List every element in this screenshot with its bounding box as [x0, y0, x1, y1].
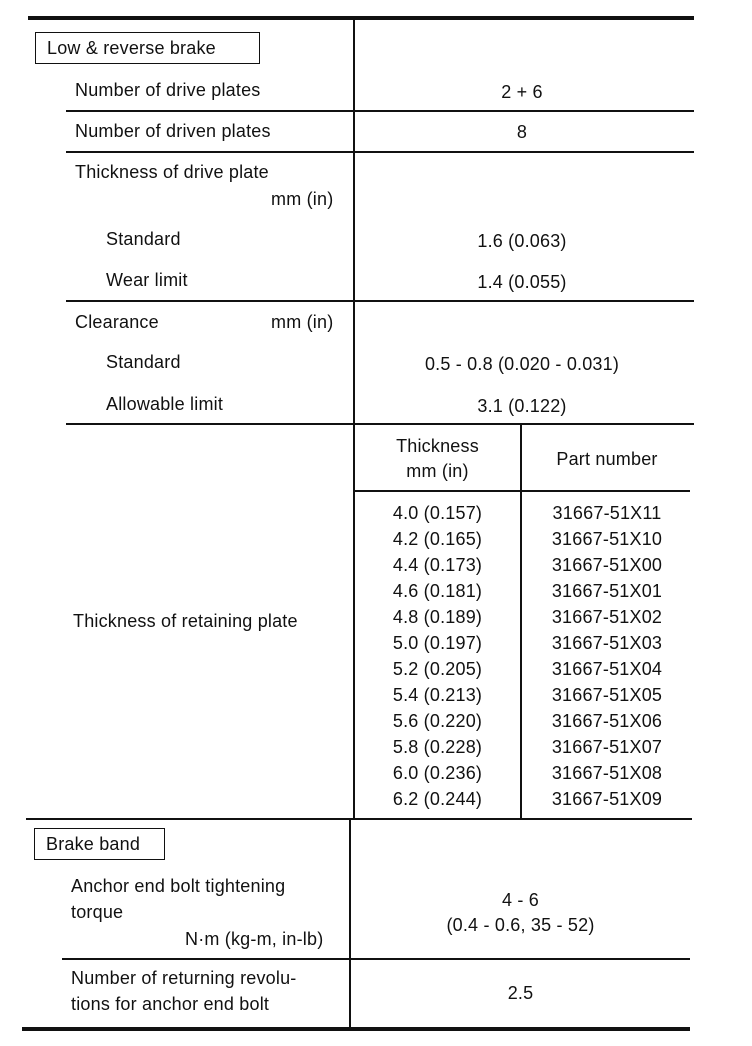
anchor-torque-value: 4 - 6 — [501, 890, 540, 910]
wear-limit-label: Wear limit — [106, 270, 188, 290]
anchor-torque-label-cont: torque — [71, 902, 124, 922]
clearance-label: Clearance — [75, 312, 159, 332]
retaining-thickness-cell: 6.2 (0.244) — [392, 789, 483, 809]
thickness-column-unit: mm (in) — [406, 461, 469, 481]
allowable-limit-label: Allowable limit — [106, 394, 224, 414]
standard-label: Standard — [106, 229, 181, 249]
row-rule — [66, 151, 694, 153]
driven-plates-label: Number of driven plates — [75, 121, 271, 141]
row-rule — [62, 958, 690, 960]
retaining-part-number-cell: 31667-51X00 — [551, 555, 663, 575]
table-top-rule — [28, 16, 694, 20]
row-rule — [66, 300, 694, 302]
row-rule — [66, 423, 694, 425]
driven-plates-value: 8 — [516, 122, 528, 142]
retaining-part-number-cell: 31667-51X04 — [551, 659, 663, 679]
clearance-standard-label: Standard — [106, 352, 181, 372]
anchor-torque-label: Anchor end bolt tightening — [71, 876, 286, 896]
drive-plates-value: 2 + 6 — [501, 82, 543, 102]
row-rule — [66, 110, 694, 112]
returning-revolutions-label-cont: tions for anchor end bolt — [71, 994, 270, 1014]
retaining-part-number-cell: 31667-51X02 — [551, 607, 663, 627]
wear-limit-value: 1.4 (0.055) — [477, 272, 567, 292]
drive-plate-thickness-label: Thickness of drive plate — [75, 162, 269, 182]
thickness-column-header: Thickness — [396, 436, 479, 456]
retaining-thickness-cell: 5.6 (0.220) — [392, 711, 483, 731]
table-bottom-rule — [22, 1027, 690, 1031]
retaining-part-number-cell: 31667-51X06 — [551, 711, 663, 731]
section-title: Brake band — [46, 834, 141, 854]
section-title: Low & reverse brake — [47, 38, 216, 58]
section-rule — [26, 818, 692, 820]
part-number-column-header: Part number — [556, 449, 658, 469]
retaining-part-number-cell: 31667-51X05 — [551, 685, 663, 705]
standard-value: 1.6 (0.063) — [477, 231, 567, 251]
anchor-torque-value-cont: (0.4 - 0.6, 35 - 52) — [446, 915, 595, 935]
retaining-thickness-cell: 5.2 (0.205) — [392, 659, 483, 679]
retaining-thickness-cell: 4.8 (0.189) — [392, 607, 483, 627]
retaining-part-number-cell: 31667-51X03 — [551, 633, 663, 653]
retaining-part-number-cell: 31667-51X09 — [551, 789, 663, 809]
retaining-thickness-cell: 4.2 (0.165) — [392, 529, 483, 549]
retaining-thickness-cell: 5.8 (0.228) — [392, 737, 483, 757]
retaining-thickness-cell: 5.0 (0.197) — [392, 633, 483, 653]
allowable-limit-value: 3.1 (0.122) — [477, 396, 567, 416]
returning-revolutions-label: Number of returning revolu- — [71, 968, 297, 988]
retaining-part-number-cell: 31667-51X07 — [551, 737, 663, 757]
retaining-thickness-cell: 4.0 (0.157) — [392, 503, 483, 523]
retaining-thickness-cell: 4.6 (0.181) — [392, 581, 483, 601]
retaining-part-number-cell: 31667-51X10 — [551, 529, 663, 549]
retaining-thickness-cell: 6.0 (0.236) — [392, 763, 483, 783]
drive-plates-label: Number of drive plates — [75, 80, 261, 100]
drive-plate-thickness-unit: mm (in) — [271, 189, 334, 209]
retaining-thickness-cell: 5.4 (0.213) — [392, 685, 483, 705]
retaining-thickness-cell: 4.4 (0.173) — [392, 555, 483, 575]
retaining-part-number-cell: 31667-51X08 — [551, 763, 663, 783]
subtable-header-rule — [354, 490, 690, 492]
clearance-standard-value: 0.5 - 0.8 (0.020 - 0.031) — [424, 354, 620, 374]
returning-revolutions-value: 2.5 — [507, 983, 534, 1003]
retaining-part-number-cell: 31667-51X01 — [551, 581, 663, 601]
anchor-torque-unit: N·m (kg-m, in-lb) — [185, 929, 324, 949]
retaining-plate-label: Thickness of retaining plate — [73, 611, 298, 631]
clearance-unit: mm (in) — [271, 312, 334, 332]
retaining-part-number-cell: 31667-51X11 — [552, 503, 662, 523]
